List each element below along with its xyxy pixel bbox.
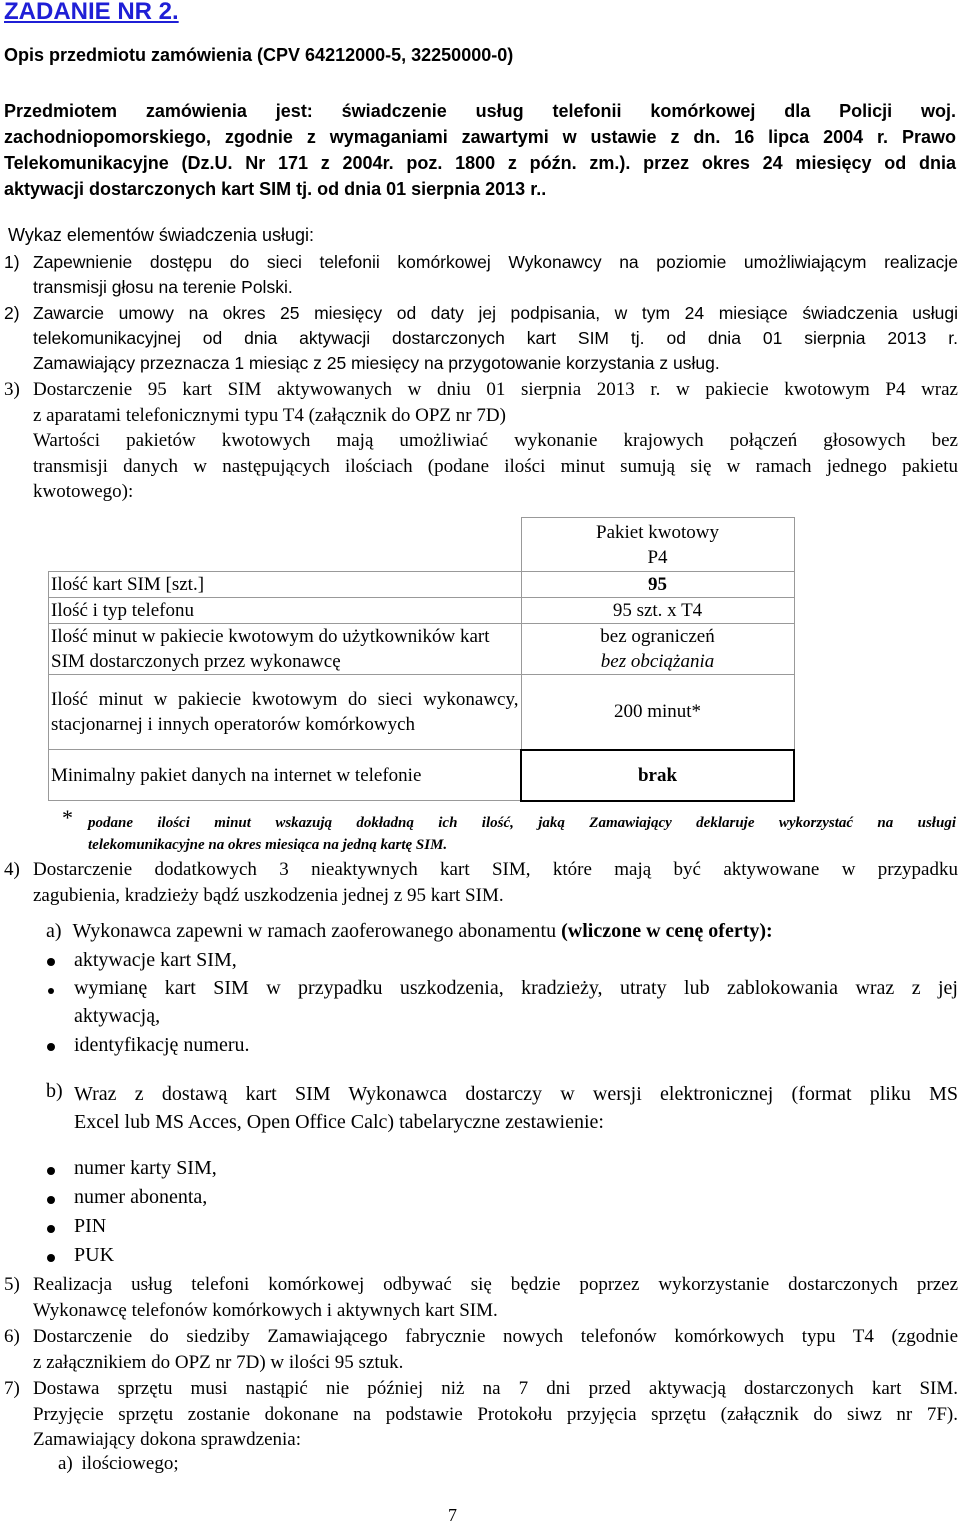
bullet-icon — [47, 1254, 55, 1262]
item-line: Dostarczenie dodatkowych 3 nieaktywnych kart SIM, które mają być aktywowane w przypadku — [33, 859, 958, 880]
bullet-item-continued: aktywacją, — [74, 1005, 161, 1027]
item-line: Zawarcie umowy na okres 25 miesięcy od daty jej podpisania, w tym 24 miesiące świadczenia usługi — [33, 303, 958, 323]
row-label: Ilość kart SIM [szt.] — [49, 572, 522, 598]
item-line: Zamawiający przeznacza 1 miesiąc z 25 miesięcy na przygotowanie korzystania z usług. — [33, 353, 720, 373]
item-line: zagubienia, kradzieży bądź uszkodzenia jednej z 95 kart SIM. — [33, 884, 504, 906]
row-value: 95 szt. x T4 — [521, 598, 794, 624]
subitem-number: a) — [46, 920, 62, 942]
subitem-line: Excel lub MS Acces, Open Office Calc) tabelaryczne zestawienie: — [74, 1111, 604, 1133]
item-number: 1) — [4, 252, 20, 272]
row-label: Ilość minut w pakiecie kwotowym do użytkowników kart SIM dostarczonych przez wykonawcę — [49, 624, 522, 675]
header-label: Pakiet kwotowy — [596, 521, 719, 543]
header-package: P4 — [647, 546, 668, 568]
item-line: telekomunikacyjnej od dnia aktywacji dostarczonych kart SIM tj. od dnia 01 sierpnia 2013 r. — [33, 328, 958, 348]
package-table — [48, 517, 795, 802]
intro-line: Przedmiotem zamówienia jest: świadczenie usług telefonii komórkowej dla Policji woj. — [4, 101, 956, 121]
intro-line: zachodniopomorskiego, zgodnie z wymaganiami zawartymi w ustawie z dn. 16 lipca 2004 r. Prawo — [4, 127, 956, 147]
row-value-line: bez ograniczeń — [600, 626, 715, 647]
bullet-item: wymianę kart SIM w przypadku uszkodzenia, kradzieży, utraty lub zablokowania wraz z jej — [74, 977, 958, 999]
subitem-number: a) — [58, 1453, 73, 1474]
subitem-b — [74, 1080, 958, 1136]
item-line: transmisji głosu na terenie Polski. — [33, 277, 293, 297]
subitem-a — [46, 920, 773, 943]
list-item-5 — [4, 1272, 958, 1323]
item-line: Dostarczenie do siedziby Zamawiającego fabrycznie nowych telefonów komórkowych typu T4 (zgodnie — [33, 1326, 958, 1347]
subitem-bold-text: (wliczone w cenę oferty): — [561, 920, 773, 942]
bullet-item: numer karty SIM, — [74, 1157, 217, 1179]
intro-line: aktywacji dostarczonych kart SIM tj. od dnia 01 sierpnia 2013 r.. — [4, 179, 547, 199]
item-line: z załącznikiem do OPZ nr 7D) w ilości 95 sztuk. — [33, 1351, 404, 1373]
item-number: 4) — [4, 859, 20, 880]
list-item-7a — [58, 1453, 179, 1475]
item-line: kwotowego): — [33, 481, 134, 502]
bullet-icon — [47, 1196, 55, 1204]
item-number: 5) — [4, 1274, 20, 1295]
list-heading: Wykaz elementów świadczenia usługi: — [8, 225, 314, 245]
intro-paragraph — [4, 98, 956, 202]
footnote-line: telekomunikacyjne na okres miesiąca na jedną kartę SIM. — [88, 837, 448, 853]
bullet-icon — [48, 988, 54, 994]
table-header — [521, 518, 794, 572]
table-row — [49, 598, 795, 624]
list-item-4 — [4, 857, 958, 908]
footnote-line: podane ilości minut wskazują dokładną ich ilość, jaką Zamawiający deklaruje wykorzystać na usługi — [88, 815, 956, 831]
footnote-star: * — [62, 805, 73, 830]
list-item-7 — [4, 1376, 958, 1453]
row-value-line: bez obciążania — [600, 651, 715, 672]
row-label: Minimalny pakiet danych na internet w telefonie — [49, 750, 522, 801]
item-line: Dostawa sprzętu musi nastąpić nie później niż na 7 dni przed aktywacją dostarczonych kart SIM. — [33, 1378, 958, 1399]
bullet-item: PIN — [74, 1215, 107, 1237]
item-line: transmisji danych w następujących ilościach (podane ilości minut sumują się w ramach jednego pakietu — [33, 455, 958, 477]
bullet-item: PUK — [74, 1244, 115, 1266]
subitem-text: ilościowego; — [81, 1453, 179, 1474]
bullet-icon — [47, 1043, 55, 1051]
bullet-icon — [47, 1225, 55, 1233]
item-number: 6) — [4, 1326, 20, 1347]
row-value: 200 minut* — [521, 675, 794, 750]
list-item-3 — [4, 377, 958, 505]
bullet-icon — [47, 1167, 55, 1175]
list-item-6 — [4, 1324, 958, 1375]
page-number: 7 — [448, 1505, 457, 1525]
row-value: brak — [521, 750, 794, 801]
bullet-item: identyfikację numeru. — [74, 1034, 250, 1056]
item-number: 3) — [4, 379, 20, 400]
item-line: Zapewnienie dostępu do sieci telefonii komórkowej Wykonawcy na poziomie umożliwiającym realizacje — [33, 252, 958, 272]
bullet-icon — [47, 958, 55, 966]
section-subtitle: Opis przedmiotu zamówienia (CPV 64212000-5, 32250000-0) — [4, 45, 514, 65]
row-label: Ilość i typ telefonu — [49, 598, 522, 624]
item-line: Wartości pakietów kwotowych mają umożliwiać wykonanie krajowych połączeń głosowych bez — [33, 430, 958, 451]
item-line: z aparatami telefonicznymi typu T4 (załącznik do OPZ nr 7D) — [33, 404, 506, 426]
table-row — [49, 675, 795, 750]
intro-line: Telekomunikacyjne (Dz.U. Nr 171 z 2004r. poz. 1800 z późn. zm.). przez okres 24 miesięcy od dnia — [4, 153, 956, 173]
row-value: 95 — [521, 572, 794, 598]
row-value — [521, 624, 794, 675]
item-line: Dostarczenie 95 kart SIM aktywowanych w dniu 01 sierpnia 2013 r. w pakiecie kwotowym P4 wraz — [33, 379, 958, 400]
bullet-item: aktywacje kart SIM, — [74, 949, 237, 971]
row-label: Ilość minut w pakiecie kwotowym do sieci wykonawcy, stacjonarnej i innych operatorów komórkowych — [49, 675, 522, 750]
table-row — [49, 624, 795, 675]
item-line: Zamawiający dokona sprawdzenia: — [33, 1429, 301, 1450]
item-line: Realizacja usług telefoni komórkowej odbywać się będzie poprzez wykorzystanie dostarczonych przez — [33, 1274, 958, 1295]
list-item-2 — [4, 301, 958, 376]
subitem-b-number: b) — [46, 1080, 63, 1102]
document-title: ZADANIE NR 2. — [4, 0, 179, 25]
footnote — [88, 812, 956, 856]
item-line: Przyjęcie sprzętu zostanie dokonane na podstawie Protokołu przyjęcia sprzętu (załącznik do siwz nr 7F). — [33, 1403, 958, 1425]
item-number: 7) — [4, 1378, 20, 1399]
list-item-1 — [4, 250, 958, 300]
subitem-text: Wykonawca zapewni w ramach zaoferowanego abonamentu — [72, 920, 557, 942]
subitem-line: Wraz z dostawą kart SIM Wykonawca dostarczy w wersji elektronicznej (format pliku MS — [74, 1083, 958, 1105]
table-row — [49, 572, 795, 598]
table-row — [49, 750, 795, 801]
bullet-item: numer abonenta, — [74, 1186, 208, 1208]
item-number: 2) — [4, 303, 20, 323]
item-line: Wykonawcę telefonów komórkowych i aktywnych kart SIM. — [33, 1299, 498, 1321]
